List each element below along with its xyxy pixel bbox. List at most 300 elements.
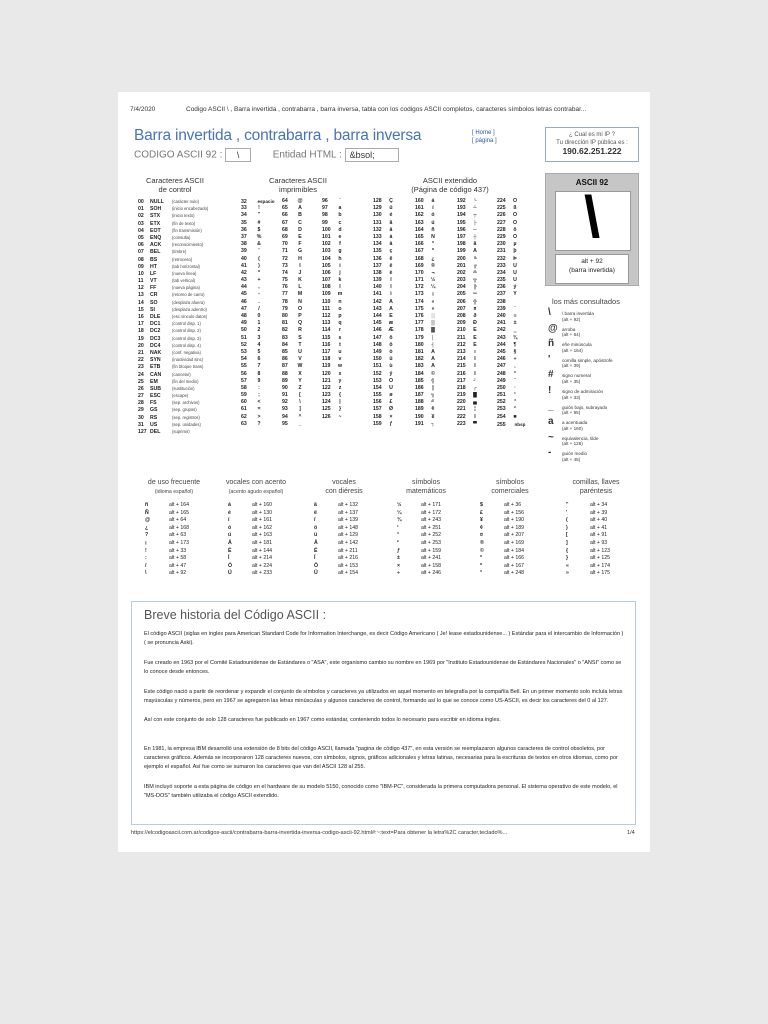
code-number: 168 — [415, 255, 424, 262]
code-number: 72 — [282, 255, 288, 262]
item-char: º — [480, 562, 482, 569]
item-text — [562, 311, 594, 322]
code-abbr: CR — [150, 292, 158, 299]
code-number: 209 — [457, 320, 466, 327]
item-char: ¾ — [397, 517, 402, 524]
item-symbol: a — [548, 416, 554, 428]
item-alt-code: alt + 33 — [169, 547, 187, 554]
code-number: 11 — [138, 278, 144, 285]
item-char: ¢ — [480, 524, 483, 531]
ascii-box-info: alt + 92 (barra invertida) — [555, 254, 629, 284]
code-number: 107 — [322, 277, 331, 284]
table-row — [457, 299, 497, 306]
code-char: Î — [474, 363, 476, 370]
code-desc: (sep. registros) — [172, 414, 200, 420]
code-char: ² — [514, 406, 516, 413]
table-row — [497, 392, 542, 399]
code-number: 22 — [138, 357, 144, 364]
item-char: : — [145, 555, 147, 562]
table-row — [457, 356, 497, 363]
most-consulted-item[interactable] — [548, 322, 640, 341]
code-number: 236 — [497, 284, 506, 291]
code-number: 119 — [322, 363, 331, 370]
item-char: Ü — [314, 570, 318, 577]
code-char: ╣ — [431, 377, 435, 384]
code-abbr: RS — [150, 414, 158, 421]
code-number: 38 — [241, 241, 247, 248]
code-char: B — [298, 212, 302, 219]
item-symbol: @ — [548, 322, 558, 334]
code-char: Ò — [512, 219, 518, 226]
code-number: 244 — [497, 341, 506, 348]
table-row — [415, 392, 455, 399]
most-consulted-item[interactable] — [548, 385, 640, 403]
extended-column-4 — [497, 198, 542, 428]
code-abbr: SOH — [150, 206, 162, 213]
code-char: v — [338, 356, 342, 363]
item-char: [ — [566, 532, 568, 539]
table-row — [282, 256, 322, 263]
item-char: ÷ — [397, 570, 400, 577]
code-char: ÷ — [513, 356, 517, 363]
code-char: ; — [258, 392, 260, 399]
code-number: 147 — [373, 334, 382, 341]
item-alt-code: alt + 252 — [421, 532, 442, 539]
history-p5: En 1981, la empresa IBM desarrolló una extensión de 8 bits del código ASCII, llamada "pagina de código 437", en esta versión se reemplazaron algunos caracteres de control obsoletos, por caracteres gráficos. Además se incorporaron 128 caracteres nuevos, con símbolos, signos, gráficos adicionales y letras latinas, necesarias para la escrituras de textos en otros idiomas, como por ejemplo el español. Así fue como se sumaron los caracteres que van del ASCII 128 al 255. — [144, 746, 618, 771]
code-number: 71 — [282, 248, 288, 255]
code-number: 59 — [241, 392, 247, 399]
table-row — [415, 349, 455, 356]
heading-line-2: comerciales — [491, 487, 529, 495]
table-row — [415, 198, 455, 205]
heading-line-2: paréntesis — [579, 487, 613, 495]
code-abbr: FF — [150, 285, 157, 292]
code-value-box[interactable]: \ — [225, 148, 251, 162]
table-row — [415, 248, 455, 255]
table-row — [373, 421, 413, 428]
code-char: õ — [513, 226, 517, 233]
item-char: É — [228, 547, 232, 554]
most-consulted-item[interactable] — [548, 369, 640, 387]
code-number: 60 — [241, 399, 247, 406]
code-number: 212 — [457, 341, 466, 348]
item-alt-code: alt + 163 — [252, 532, 273, 539]
item-alt-code: alt + 36 — [504, 502, 522, 508]
code-char: e — [338, 233, 342, 240]
table-row — [138, 277, 238, 284]
code-number: 182 — [415, 356, 424, 363]
table-row — [497, 291, 542, 298]
printable-column-1 — [241, 198, 286, 428]
table-row — [322, 256, 362, 263]
code-char: î — [390, 284, 392, 291]
table-row — [497, 306, 542, 313]
item-alt: (alt + 160) — [562, 425, 583, 431]
item-alt-code: alt + 132 — [338, 502, 359, 508]
code-desc: (inactividad sinc) — [172, 357, 204, 363]
code-char: . — [258, 298, 260, 305]
code-char: ╔ — [473, 262, 477, 269]
code-char: ã — [473, 241, 477, 248]
most-consulted-item[interactable] — [548, 400, 640, 419]
code-char: ë — [389, 262, 393, 269]
table-row — [457, 421, 497, 428]
item-alt-code: alt + 123 — [590, 547, 611, 554]
ip-box — [545, 127, 639, 162]
table-row — [241, 205, 286, 212]
table-row — [373, 198, 413, 205]
code-char: S — [298, 334, 302, 341]
item-alt-code: alt + 216 — [338, 555, 359, 562]
table-row — [241, 212, 286, 219]
home-link[interactable]: [ Home ] — [472, 130, 495, 136]
code-abbr: DC4 — [150, 342, 161, 349]
table-row — [497, 241, 542, 248]
list-item — [566, 532, 636, 540]
item-name: \ barra invertida — [562, 311, 594, 316]
table-row — [241, 356, 286, 363]
code-abbr: ENQ — [150, 234, 162, 241]
code-number: 42 — [241, 269, 247, 276]
code-number: 23 — [138, 364, 144, 371]
item-alt-code: alt + 184 — [504, 547, 525, 554]
item-text — [562, 358, 613, 369]
table-row — [415, 378, 455, 385]
code-number: 92 — [282, 399, 288, 406]
table-row — [138, 205, 238, 212]
html-entity-box[interactable]: &bsol; — [345, 148, 399, 162]
code-char: U — [298, 348, 302, 355]
table-row — [415, 220, 455, 227]
table-row — [457, 291, 497, 298]
heading-line-1: vocales con acento — [226, 479, 286, 486]
ascii-box-label: ASCII 92 — [575, 178, 609, 187]
code-number: 37 — [241, 233, 247, 240]
table-row — [282, 227, 322, 234]
table-row — [322, 220, 362, 227]
code-number: 33 — [241, 205, 247, 212]
table-row — [241, 378, 286, 385]
table-row — [282, 291, 322, 298]
code-number: 125 — [322, 406, 331, 413]
list-item — [145, 555, 215, 563]
code-number: 52 — [241, 341, 247, 348]
table-row — [282, 263, 322, 270]
history-p2: Fue creado en 1963 por el Comité Estadounidense de Estándares o "ASA", este organismo cambio su nombre en 1969 por "Instituto Estadounidense de Estándares Nacionales" o "ANSI" como se lo conoce desde entonces. — [144, 660, 622, 676]
item-char: $ — [480, 502, 483, 508]
table-row — [322, 378, 362, 385]
pagina-link[interactable]: [ página ] — [472, 138, 497, 144]
list-item — [228, 525, 298, 533]
code-char: ╬ — [473, 298, 477, 305]
list-item — [397, 563, 467, 571]
printable-column-3 — [322, 198, 362, 421]
code-number: 141 — [373, 291, 382, 298]
table-row — [138, 313, 238, 320]
code-char: s — [338, 334, 342, 341]
item-char: » — [566, 570, 569, 577]
code-char: q — [338, 320, 342, 327]
code-char: T — [298, 341, 302, 348]
code-number: 144 — [373, 313, 382, 319]
table-row — [241, 392, 286, 399]
code-number: 178 — [415, 327, 424, 334]
table-row — [282, 198, 322, 205]
code-abbr: DC3 — [150, 335, 161, 342]
code-char: 4 — [257, 341, 261, 348]
table-row — [497, 299, 542, 306]
code-abbr: EOT — [150, 227, 161, 234]
code-number: 97 — [322, 205, 328, 212]
code-number: 21 — [138, 349, 144, 356]
item-char: ( — [566, 517, 568, 524]
table-row — [497, 342, 542, 349]
code-char: H — [298, 255, 302, 262]
code-number: 47 — [241, 305, 247, 312]
table-row — [241, 299, 286, 306]
code-number: 235 — [497, 277, 506, 284]
code-number: 102 — [322, 241, 331, 248]
code-char: ê — [389, 255, 393, 262]
code-number: 140 — [373, 284, 382, 291]
history-p1: El código ASCII (siglas en ingles para American Standard Code for Information Interchange, es decir Código Americano ( Je! lease estadounidense... ) Estándar para el intercambio de Información ) ( se pronuncia Aski). — [144, 631, 624, 647]
code-char: ' — [258, 248, 260, 255]
item-char: ' — [566, 509, 568, 516]
code-number: 07 — [138, 249, 144, 256]
code-number: 129 — [373, 205, 382, 212]
code-number: 73 — [282, 262, 288, 269]
item-text — [562, 420, 587, 431]
item-symbol: ñ — [548, 338, 555, 350]
table-row — [241, 342, 286, 349]
code-abbr: CAN — [150, 371, 162, 378]
code-number: 96 — [322, 198, 328, 204]
table-row — [457, 327, 497, 334]
code-char: ¬ — [431, 269, 435, 276]
code-char: * — [257, 269, 261, 276]
item-char: Ö — [314, 562, 319, 569]
code-number: 232 — [497, 255, 506, 262]
table-row — [457, 227, 497, 234]
most-consulted-item[interactable] — [548, 447, 640, 465]
code-number: 14 — [138, 299, 144, 306]
code-abbr: GS — [150, 407, 158, 414]
most-consulted-item[interactable] — [548, 416, 640, 434]
table-row — [138, 299, 238, 306]
code-desc: (reconocimiento) — [172, 242, 204, 248]
list-item — [228, 510, 298, 518]
code-number: 66 — [282, 212, 288, 219]
code-char: ┬ — [473, 212, 477, 219]
code-number: 94 — [282, 413, 288, 420]
code-number: 48 — [241, 313, 247, 319]
item-alt-code: alt + 47 — [169, 562, 187, 569]
code-char: Ä — [389, 298, 393, 305]
list-item — [145, 532, 215, 540]
table-row — [241, 220, 286, 227]
item-char: } — [566, 555, 569, 562]
item-alt: (alt + 33) — [562, 394, 581, 400]
table-row — [322, 363, 362, 370]
print-page-number: 1/4 — [627, 830, 635, 836]
item-alt-code: alt + 165 — [169, 509, 190, 516]
code-number: 02 — [138, 213, 144, 220]
code-number: 78 — [282, 298, 288, 305]
code-desc: (control disp. 1) — [172, 321, 201, 327]
table-row — [282, 335, 322, 342]
table-row — [322, 263, 362, 270]
code-char: " — [257, 212, 261, 219]
table-row — [322, 399, 362, 406]
code-number: 24 — [138, 371, 144, 378]
code-number: 201 — [457, 262, 466, 269]
table-row — [138, 241, 238, 248]
list-item — [314, 555, 384, 563]
heading-line-1: comillas, llaves — [572, 479, 620, 486]
item-char: × — [397, 562, 401, 569]
item-text — [562, 342, 592, 353]
item-alt-code: alt + 41 — [590, 524, 608, 531]
code-char: Ð — [473, 320, 477, 327]
table-row — [373, 263, 413, 270]
most-consulted-item[interactable] — [548, 338, 640, 356]
code-number: 253 — [497, 406, 506, 413]
code-char: i — [339, 262, 341, 269]
list-item — [397, 525, 467, 533]
bottom-heading — [382, 479, 470, 496]
table-row — [241, 198, 286, 205]
code-number: 118 — [322, 356, 331, 363]
code-char: x — [338, 370, 342, 377]
code-char: c — [338, 219, 342, 226]
table-row — [457, 270, 497, 277]
code-number: 128 — [373, 198, 382, 204]
table-row — [322, 234, 362, 241]
table-row — [282, 205, 322, 212]
code-number: 15 — [138, 306, 144, 313]
item-alt-code: alt + 169 — [504, 539, 525, 546]
table-row — [138, 220, 238, 227]
code-char: D — [298, 226, 302, 233]
item-alt-code: alt + 125 — [590, 555, 611, 562]
code-char: ▓ — [431, 327, 435, 334]
table-row — [322, 270, 362, 277]
code-char: ü — [389, 205, 393, 212]
table-row — [138, 414, 238, 421]
code-number: 80 — [282, 313, 288, 319]
code-number: 216 — [457, 370, 466, 377]
code-char: Q — [297, 320, 303, 327]
code-desc: (nueva página) — [172, 285, 200, 291]
most-consulted-item[interactable] — [548, 307, 640, 325]
code-abbr: ESC — [150, 393, 161, 400]
code-abbr: SO — [150, 299, 158, 306]
code-char: n — [338, 298, 342, 305]
item-alt-code: alt + 214 — [252, 555, 273, 562]
item-alt-code: alt + 243 — [421, 517, 442, 524]
code-number: 133 — [373, 233, 382, 240]
list-item — [228, 532, 298, 540]
item-alt-code: alt + 166 — [504, 555, 525, 562]
code-desc: (fin transmisión) — [172, 227, 202, 233]
most-consulted-item[interactable] — [548, 431, 640, 450]
table-row — [415, 414, 455, 421]
code-char: ¡ — [432, 291, 434, 298]
table-row — [373, 335, 413, 342]
code-number: 101 — [322, 233, 331, 240]
code-desc: (tab vertical) — [172, 278, 196, 284]
list-item — [145, 540, 215, 548]
code-number: 81 — [282, 320, 288, 327]
item-char: ¿ — [145, 524, 149, 531]
code-desc: (control disp. 2) — [172, 328, 201, 334]
item-alt: (alt + 39) — [562, 363, 581, 369]
list-item — [228, 517, 298, 525]
code-desc: (sep. grupos) — [172, 407, 197, 413]
item-alt-code: alt + 246 — [421, 570, 442, 577]
table-row — [457, 263, 497, 270]
code-number: 238 — [497, 298, 506, 305]
code-number: 202 — [457, 269, 466, 276]
item-char: ] — [566, 539, 568, 546]
code-char: ¶ — [513, 341, 517, 348]
code-number: 205 — [457, 291, 466, 298]
list-item — [566, 563, 636, 571]
most-consulted-item[interactable] — [548, 353, 640, 372]
code-char: 8 — [257, 370, 261, 377]
code-abbr: DC1 — [150, 321, 161, 328]
code-desc: (esc.vínculo datos) — [172, 314, 208, 319]
item-char: ë — [314, 509, 317, 516]
code-char: l — [339, 284, 341, 291]
item-text — [562, 327, 580, 338]
code-char: ý — [513, 284, 517, 291]
table-row — [138, 385, 238, 392]
table-row — [282, 248, 322, 255]
table-row — [497, 371, 542, 378]
code-abbr: SYN — [150, 357, 161, 364]
item-alt-code: alt + 92 — [169, 570, 187, 577]
item-symbol: _ — [548, 400, 554, 412]
code-char: = — [257, 406, 261, 413]
code-number: 188 — [415, 399, 424, 406]
list-item — [566, 525, 636, 533]
code-char: ñ — [431, 226, 435, 233]
code-char: § — [513, 348, 517, 355]
item-name: signo de admiración — [562, 389, 604, 394]
code-number: 114 — [322, 327, 331, 334]
code-number: 239 — [497, 305, 506, 312]
code-number: 88 — [282, 370, 288, 377]
table-row — [282, 241, 322, 248]
code-char: è — [389, 269, 393, 276]
table-row — [373, 414, 413, 421]
table-row — [138, 327, 238, 334]
item-alt-code: alt + 144 — [252, 547, 273, 554]
code-char: ■ — [513, 413, 517, 420]
code-number: 95 — [282, 420, 288, 427]
code-number: 171 — [415, 277, 424, 284]
code-number: 193 — [457, 205, 466, 212]
code-char: y — [338, 377, 342, 384]
code-char: ═ — [473, 291, 477, 298]
code-number: 217 — [457, 377, 466, 384]
code-char: ║ — [431, 384, 435, 391]
code-number: 229 — [497, 233, 506, 240]
code-number: 17 — [138, 321, 144, 328]
table-row — [241, 234, 286, 241]
code-number: 149 — [373, 348, 382, 355]
